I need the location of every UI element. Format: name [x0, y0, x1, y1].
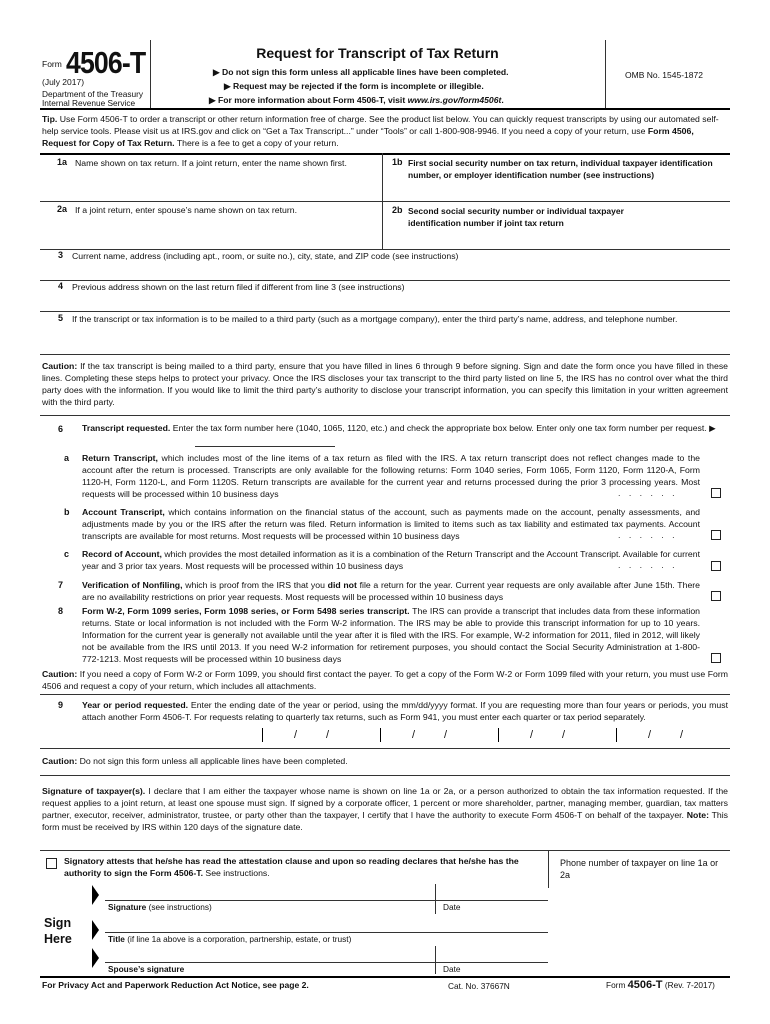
phone-input[interactable]	[552, 880, 728, 902]
line-2b-input[interactable]	[384, 227, 728, 248]
line-5-label: If the transcript or tax information is to be mailed to a third party (such as a mortgage company), enter the third party’s name, address, and telephone number.	[72, 314, 678, 324]
attestation-checkbox[interactable]	[46, 858, 57, 869]
line-3-label: Current name, address (including apt., room, or suite no.), city, state, and ZIP code (see instructions)	[72, 251, 459, 261]
line-2a-label: If a joint return, enter spouse’s name shown on tax return.	[75, 205, 297, 215]
title-arrow-icon	[92, 920, 99, 940]
date-label-1: Date	[443, 902, 461, 912]
line-1a-label: Name shown on tax return. If a joint return, enter the name shown first.	[75, 158, 347, 168]
date-label-2: Date	[443, 964, 461, 974]
w2-1099-transcript-checkbox[interactable]	[711, 653, 721, 663]
return-transcript-checkbox[interactable]	[711, 488, 721, 498]
line-6c-letter: c	[64, 549, 70, 559]
signature-arrow-icon	[92, 885, 99, 905]
line-6b-label: Account Transcript, which contains information on the financial status of the account, such as payments made on the account, penalty assessments, and adjustments made by you or the IRS after the return was filed. Return information is limited to items such as tax liability and estimated tax payments. Account transcripts are available for most returns. Most requests will be processed within 10 business days	[82, 507, 700, 541]
line-2b-number: 2b	[392, 205, 403, 215]
line-6c-label: Record of Account, which provides the most detailed information as it is a combination of the Return Transcript and the Account Transcript. Available for current year and 3 prior tax years. Most requests will be processed within 10 business days	[82, 549, 700, 571]
line-6a-letter: a	[64, 453, 70, 463]
tip-paragraph: Tip. Use Form 4506-T to order a transcript or other return information free of charge. See the product list below. You can quickly request transcripts by using our automated self-help service tools. Please visit us at IRS.gov and click on “Get a Tax Transcript...” under “Tools” or call 1-800-908-9946. If you need a copy of your return, use Form 4506, Request for Copy of Tax Return. There is a fee to get a copy of your return.	[42, 114, 719, 148]
line-2a-input[interactable]	[42, 227, 380, 248]
instruction-2: ▶ Request may be rejected if the form is incomplete or illegible.	[224, 81, 484, 91]
line-5-input[interactable]	[42, 337, 728, 354]
caution-third-party: Caution: If the tax transcript is being mailed to a third party, ensure that you have filled in lines 6 through 9 before signing. Sign and date the form once you have filled in these lines. Completing these steps helps to protect your privacy. Once the IRS discloses your tax transcript to the third party listed on line 5, the IRS has no control over what the third party does with the information. If you would like to limit the third party’s authority to disclose your transcript information, you can specify this limitation in your written agreement with the third party.	[42, 361, 728, 407]
line-8-label: Form W-2, Form 1099 series, Form 1098 series, or Form 5498 series transcript. The IRS can provide a transcript that includes data from these information returns. State or local information is not included with the Form W-2 information. The IRS may be able to provide this transcript information for up to 10 years. Information for the current year is generally not available until the year after it is filed with the IRS. For example, W-2 information for 2011, filed in 2012, will likely not be available from the IRS until 2013. If you need W-2 information for retirement purposes, you should contact the Social Security Administration at 1-800-772-1213. Most requests will be processed within 10 business days	[82, 606, 700, 664]
department: Department of the Treasury	[42, 89, 143, 99]
signature-declaration: Signature of taxpayer(s). I declare that I am either the taxpayer whose name is shown on line 1a or 2a, or a person authorized to obtain the tax information requested. If the request applies to a joint return, at least one spouse must sign. If signed by a corporate officer, 1 percent or more shareholder, partner, managing member, guardian, tax matters partner, executor, receiver, administrator, trustee, or party other than the taxpayer, I certify that I have the authority to execute Form 4506-T on behalf of the taxpayer. Note: This form must be received by IRS within 120 days of the signature date.	[42, 786, 729, 832]
title-input[interactable]	[105, 918, 545, 932]
title-label: Title (if line 1a above is a corporation, partnership, estate, or trust)	[108, 934, 352, 944]
form-number: 4506-T	[66, 45, 146, 80]
tax-form-number-input[interactable]	[195, 433, 335, 447]
line-3-number: 3	[58, 250, 64, 260]
signature-input[interactable]	[105, 884, 433, 900]
dot-leader: . . . . . .	[618, 530, 678, 540]
dot-leader: . . . . . .	[618, 488, 678, 498]
caution-do-not-sign: Caution: Do not sign this form unless all applicable lines have been completed.	[42, 756, 348, 766]
spouse-signature-label: Spouse’s signature	[108, 964, 185, 974]
signature-label: Signature (see instructions)	[108, 902, 212, 912]
privacy-notice: For Privacy Act and Paperwork Reduction Act Notice, see page 2.	[42, 980, 309, 990]
line-5-number: 5	[58, 313, 64, 323]
line-1a-number: 1a	[57, 157, 68, 167]
line-2b-label: Second social security number or individual taxpayer identification number if joint tax return	[408, 206, 624, 228]
line-1a-input[interactable]	[42, 180, 380, 201]
phone-label: Phone number of taxpayer on line 1a or 2a	[560, 858, 719, 880]
sign-here-label: Sign Here	[44, 916, 72, 946]
footer-form-id: Form 4506-T (Rev. 7-2017)	[606, 979, 715, 991]
line-1b-number: 1b	[392, 157, 403, 167]
catalog-number: Cat. No. 37667N	[448, 981, 510, 991]
attestation-text: Signatory attests that he/she has read the attestation clause and upon so reading declares that he/she has the authority to sign the Form 4506-T. See instructions.	[64, 856, 519, 878]
line-7-label: Verification of Nonfiling, which is proof from the IRS that you did not file a return for the year. Current year requests are only available after June 15th. There are no availability restrictions on prior year requests. Most requests will be processed within 10 business days	[82, 580, 701, 602]
line-4-input[interactable]	[42, 293, 728, 311]
spouse-signature-input[interactable]	[105, 946, 433, 960]
instruction-3: ▶ For more information about Form 4506-T, visit www.irs.gov/form4506t.	[209, 95, 504, 105]
line-6-label: Transcript requested. Enter the tax form number here (1040, 1065, 1120, etc.) and check the appropriate box below. Enter only one tax form number per request. ▶	[82, 423, 716, 433]
account-transcript-checkbox[interactable]	[711, 530, 721, 540]
line-4-number: 4	[58, 281, 64, 291]
form-revision: (July 2017)	[42, 77, 85, 87]
form-word: Form	[42, 59, 62, 69]
spouse-date-input[interactable]	[437, 946, 547, 960]
omb-number: OMB No. 1545-1872	[625, 70, 703, 80]
line-3-input[interactable]	[42, 262, 728, 280]
irs-url-link[interactable]: www.irs.gov/form4506t	[407, 95, 502, 105]
record-of-account-checkbox[interactable]	[711, 561, 721, 571]
line-6a-label: Return Transcript, which includes most of the line items of a tax return as filed with the IRS. A tax return transcript does not reflect changes made to the account after the return is processed. Transcripts are only available for the following returns: Form 1040 series, Form 1065, Form 1120, Form 1120-A, Form 1120-H, Form 1120-L, and Form 1120S. Return transcripts are available for the current year and returns processed during the prior 3 processing years. Most requests will be processed within 10 business days	[82, 453, 701, 499]
signature-date-input[interactable]	[437, 884, 547, 900]
instruction-1: ▶ Do not sign this form unless all applicable lines have been completed.	[213, 67, 509, 77]
line-2a-number: 2a	[57, 204, 68, 214]
line-6b-letter: b	[64, 507, 70, 517]
line-1b-input[interactable]	[384, 180, 728, 201]
line-7-number: 7	[58, 580, 64, 590]
line-1b-label: First social security number on tax return, individual taxpayer identification number, or employer identification number (see instructions)	[408, 158, 713, 180]
line-8-number: 8	[58, 606, 64, 616]
caution-w2-copy: Caution: If you need a copy of Form W-2 or Form 1099, you should first contact the payer. To get a copy of the Form W-2 or Form 1099 filed with your return, you must use Form 4506 and request a copy of your return, which includes all attachments.	[42, 669, 728, 691]
line-4-label: Previous address shown on the last return filed if different from line 3 (see instructions)	[72, 282, 405, 292]
spouse-signature-arrow-icon	[92, 948, 99, 968]
line-9-label: Year or period requested. Enter the ending date of the year or period, using the mm/dd/yyyy format. If you are requesting more than four years or periods, you must attach another Form 4506-T. For requests relating to quarterly tax returns, such as Form 941, you must enter each quarter or tax period separately.	[82, 700, 728, 722]
form-title: Request for Transcript of Tax Return	[256, 45, 499, 61]
service: Internal Revenue Service	[42, 98, 136, 108]
line-6-number: 6	[58, 424, 64, 434]
dot-leader: . . . . . .	[618, 560, 678, 570]
verification-nonfiling-checkbox[interactable]	[711, 591, 721, 601]
line-9-number: 9	[58, 700, 64, 710]
